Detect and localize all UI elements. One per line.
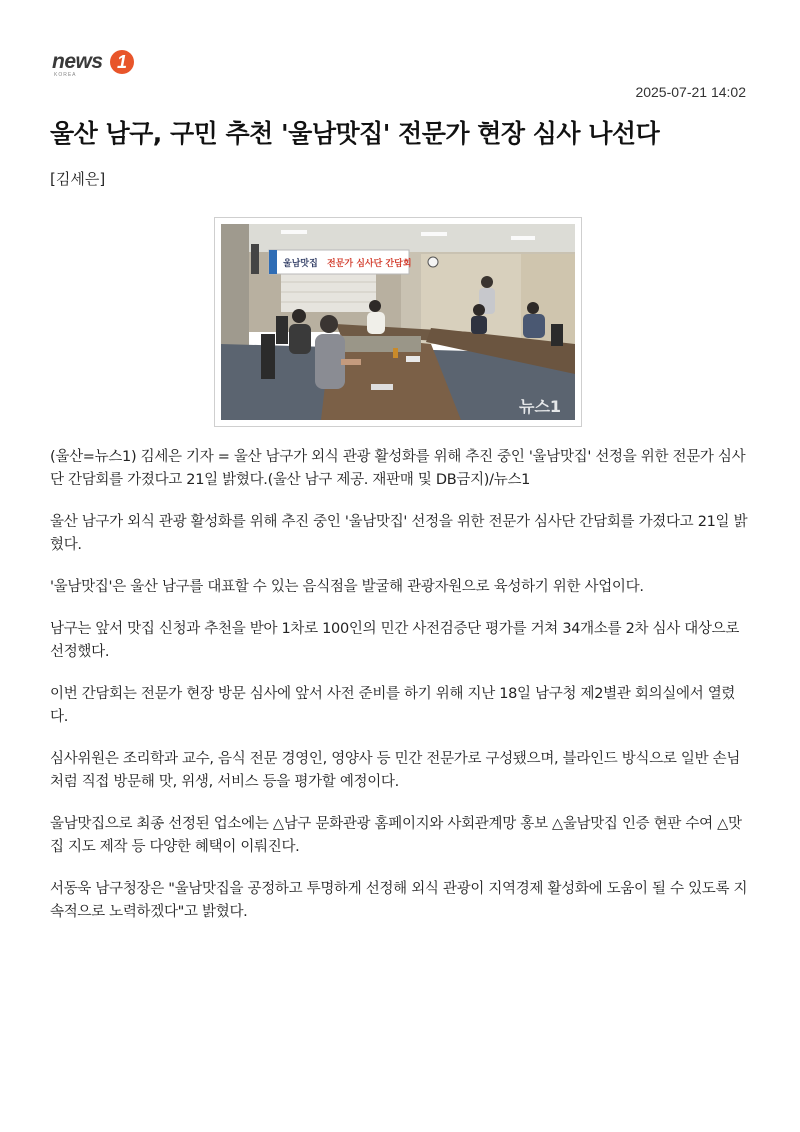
- logo-badge: 1: [110, 50, 134, 74]
- article-title: 울산 남구, 구민 추천 '울남맛집' 전문가 현장 심사 나선다: [50, 119, 660, 148]
- logo-wordmark: news: [52, 50, 103, 73]
- article-paragraph: 남구는 앞서 맛집 신청과 추천을 받아 1차로 100인의 민간 사전검증단 평가를 거쳐 34개소를 2차 심사 대상으로 선정했다.: [50, 621, 740, 660]
- photo-watermark: 뉴스1: [519, 397, 562, 416]
- article-photo: [214, 217, 582, 427]
- article-paragraph: 울남맛집으로 최종 선정된 업소에는 △남구 문화관광 홈페이지와 사회관계망 홍보 △울남맛집 인증 현판 수여 △맛집 지도 제작 등 다양한 혜택이 이뤄진다.: [50, 816, 742, 855]
- article-body: [50, 446, 750, 943]
- article-paragraph: 심사위원은 조리학과 교수, 음식 전문 경영인, 영양사 등 민간 전문가로 구성됐으며, 블라인드 방식으로 일반 손님처럼 직접 방문해 맛, 위생, 서비스 등을 평가할 예정이다.: [50, 751, 741, 790]
- article-paragraph: '울남맛집'은 울산 남구를 대표할 수 있는 음식점을 발굴해 관광자원으로 육성하기 위한 사업이다.: [50, 579, 644, 595]
- banner-text-1: 울남맛집: [283, 259, 318, 269]
- photo-caption: (울산=뉴스1) 김세은 기자 = 울산 남구가 외식 관광 활성화를 위해 추진 중인 '울남맛집' 선정을 위한 전문가 심사단 간담회를 가졌다고 21일 밝혔다.(울산 남구 제공. 재판매 및 DB금지)/뉴스1: [50, 449, 746, 488]
- byline: [김세은]: [50, 170, 106, 188]
- article-paragraph: 울산 남구가 외식 관광 활성화를 위해 추진 중인 '울남맛집' 선정을 위한 전문가 심사단 간담회를 가졌다고 21일 밝혔다.: [50, 514, 748, 553]
- banner-text-2: 전문가 심사단 간담회: [327, 259, 412, 269]
- article-paragraph: 이번 간담회는 전문가 현장 방문 심사에 앞서 사전 준비를 하기 위해 지난 18일 남구청 제2별관 회의실에서 열렸다.: [50, 686, 736, 725]
- logo-subtext: KOREA: [54, 72, 77, 78]
- article-paragraph: 서동욱 남구청장은 "울남맛집을 공정하고 투명하게 선정해 외식 관광이 지역경제 활성화에 도움이 될 수 있도록 지속적으로 노력하겠다"고 밝혔다.: [50, 881, 748, 920]
- publish-date: 2025-07-21 14:02: [635, 84, 746, 100]
- meeting-photo-illustration: [221, 224, 575, 420]
